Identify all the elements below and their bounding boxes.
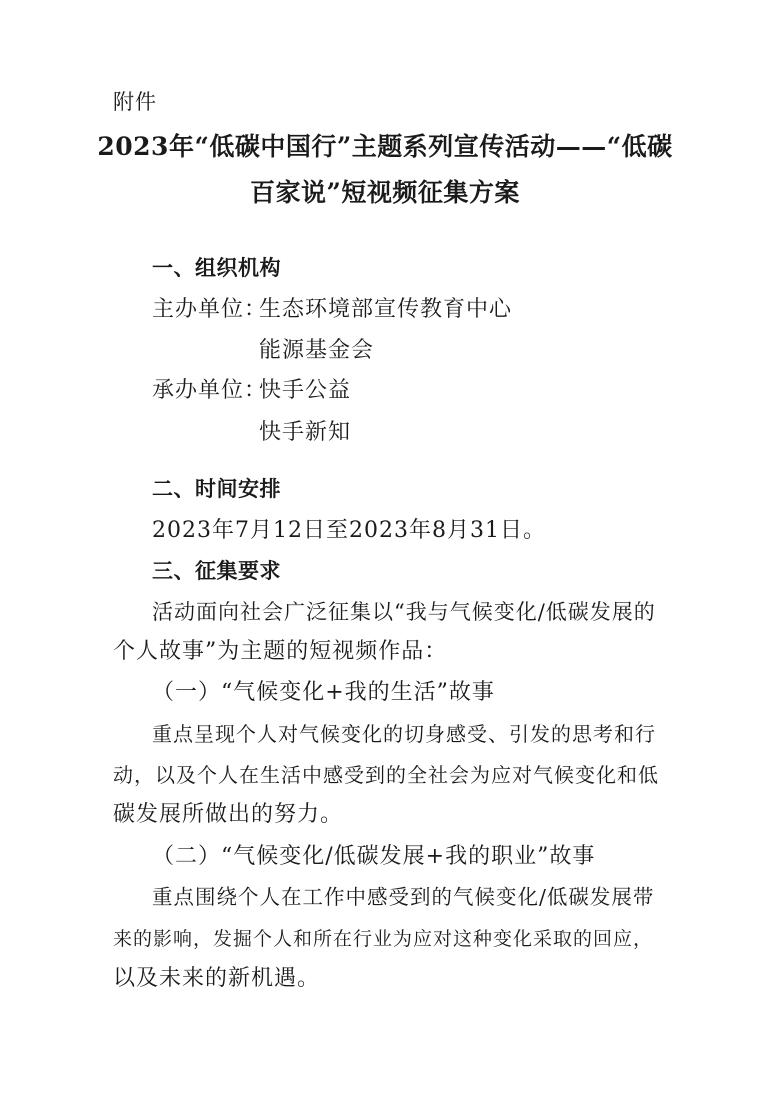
host-value-1: 生态环境部宣传教育中心 (259, 297, 513, 322)
document-title-line-2: 百家说”短视频征集方案 (250, 178, 520, 207)
subsection-life-line-2: 动，以及个人在生活中感受到的全社会为应对气候变化和低 (113, 763, 659, 787)
host-value-2: 能源基金会 (259, 338, 375, 363)
schedule-text: 2023年7月12日至2023年8月31日。 (152, 518, 546, 543)
attachment-label: 附件 (113, 90, 157, 114)
section-heading-organization: 一、组织机构 (152, 256, 281, 280)
organizer-label: 承办单位： (152, 378, 268, 403)
organizer-value-2: 快手新知 (259, 420, 352, 445)
subsection-life-line-1: 重点呈现个人对气候变化的切身感受、引发的思考和行 (152, 722, 656, 746)
section-heading-requirements: 三、征集要求 (152, 559, 281, 583)
organizer-value-1: 快手公益 (259, 378, 352, 403)
subsection-career-line-3: 以及未来的新机遇。 (113, 966, 321, 991)
subsection-life-line-3: 碳发展所做出的努力。 (113, 802, 344, 827)
subsection-career-line-2: 来的影响，发掘个人和所在行业为应对这种变化采取的回应， (113, 928, 654, 950)
subsection-heading-life: （一）“气候变化+我的生活”故事 (152, 680, 495, 705)
subsection-heading-career: （二）“气候变化/低碳发展+我的职业”故事 (152, 844, 596, 869)
requirements-intro-line-2: 个人故事”为主题的短视频作品： (113, 639, 448, 664)
section-heading-schedule: 二、时间安排 (152, 477, 281, 501)
host-label: 主办单位： (152, 297, 268, 322)
subsection-career-line-1: 重点围绕个人在工作中感受到的气候变化/低碳发展带 (152, 885, 655, 909)
requirements-intro-line-1: 活动面向社会广泛征集以“我与气候变化/低碳发展的 (152, 600, 656, 624)
document-title-line-1: 2023年“低碳中国行”主题系列宣传活动——“低碳 (97, 132, 673, 161)
